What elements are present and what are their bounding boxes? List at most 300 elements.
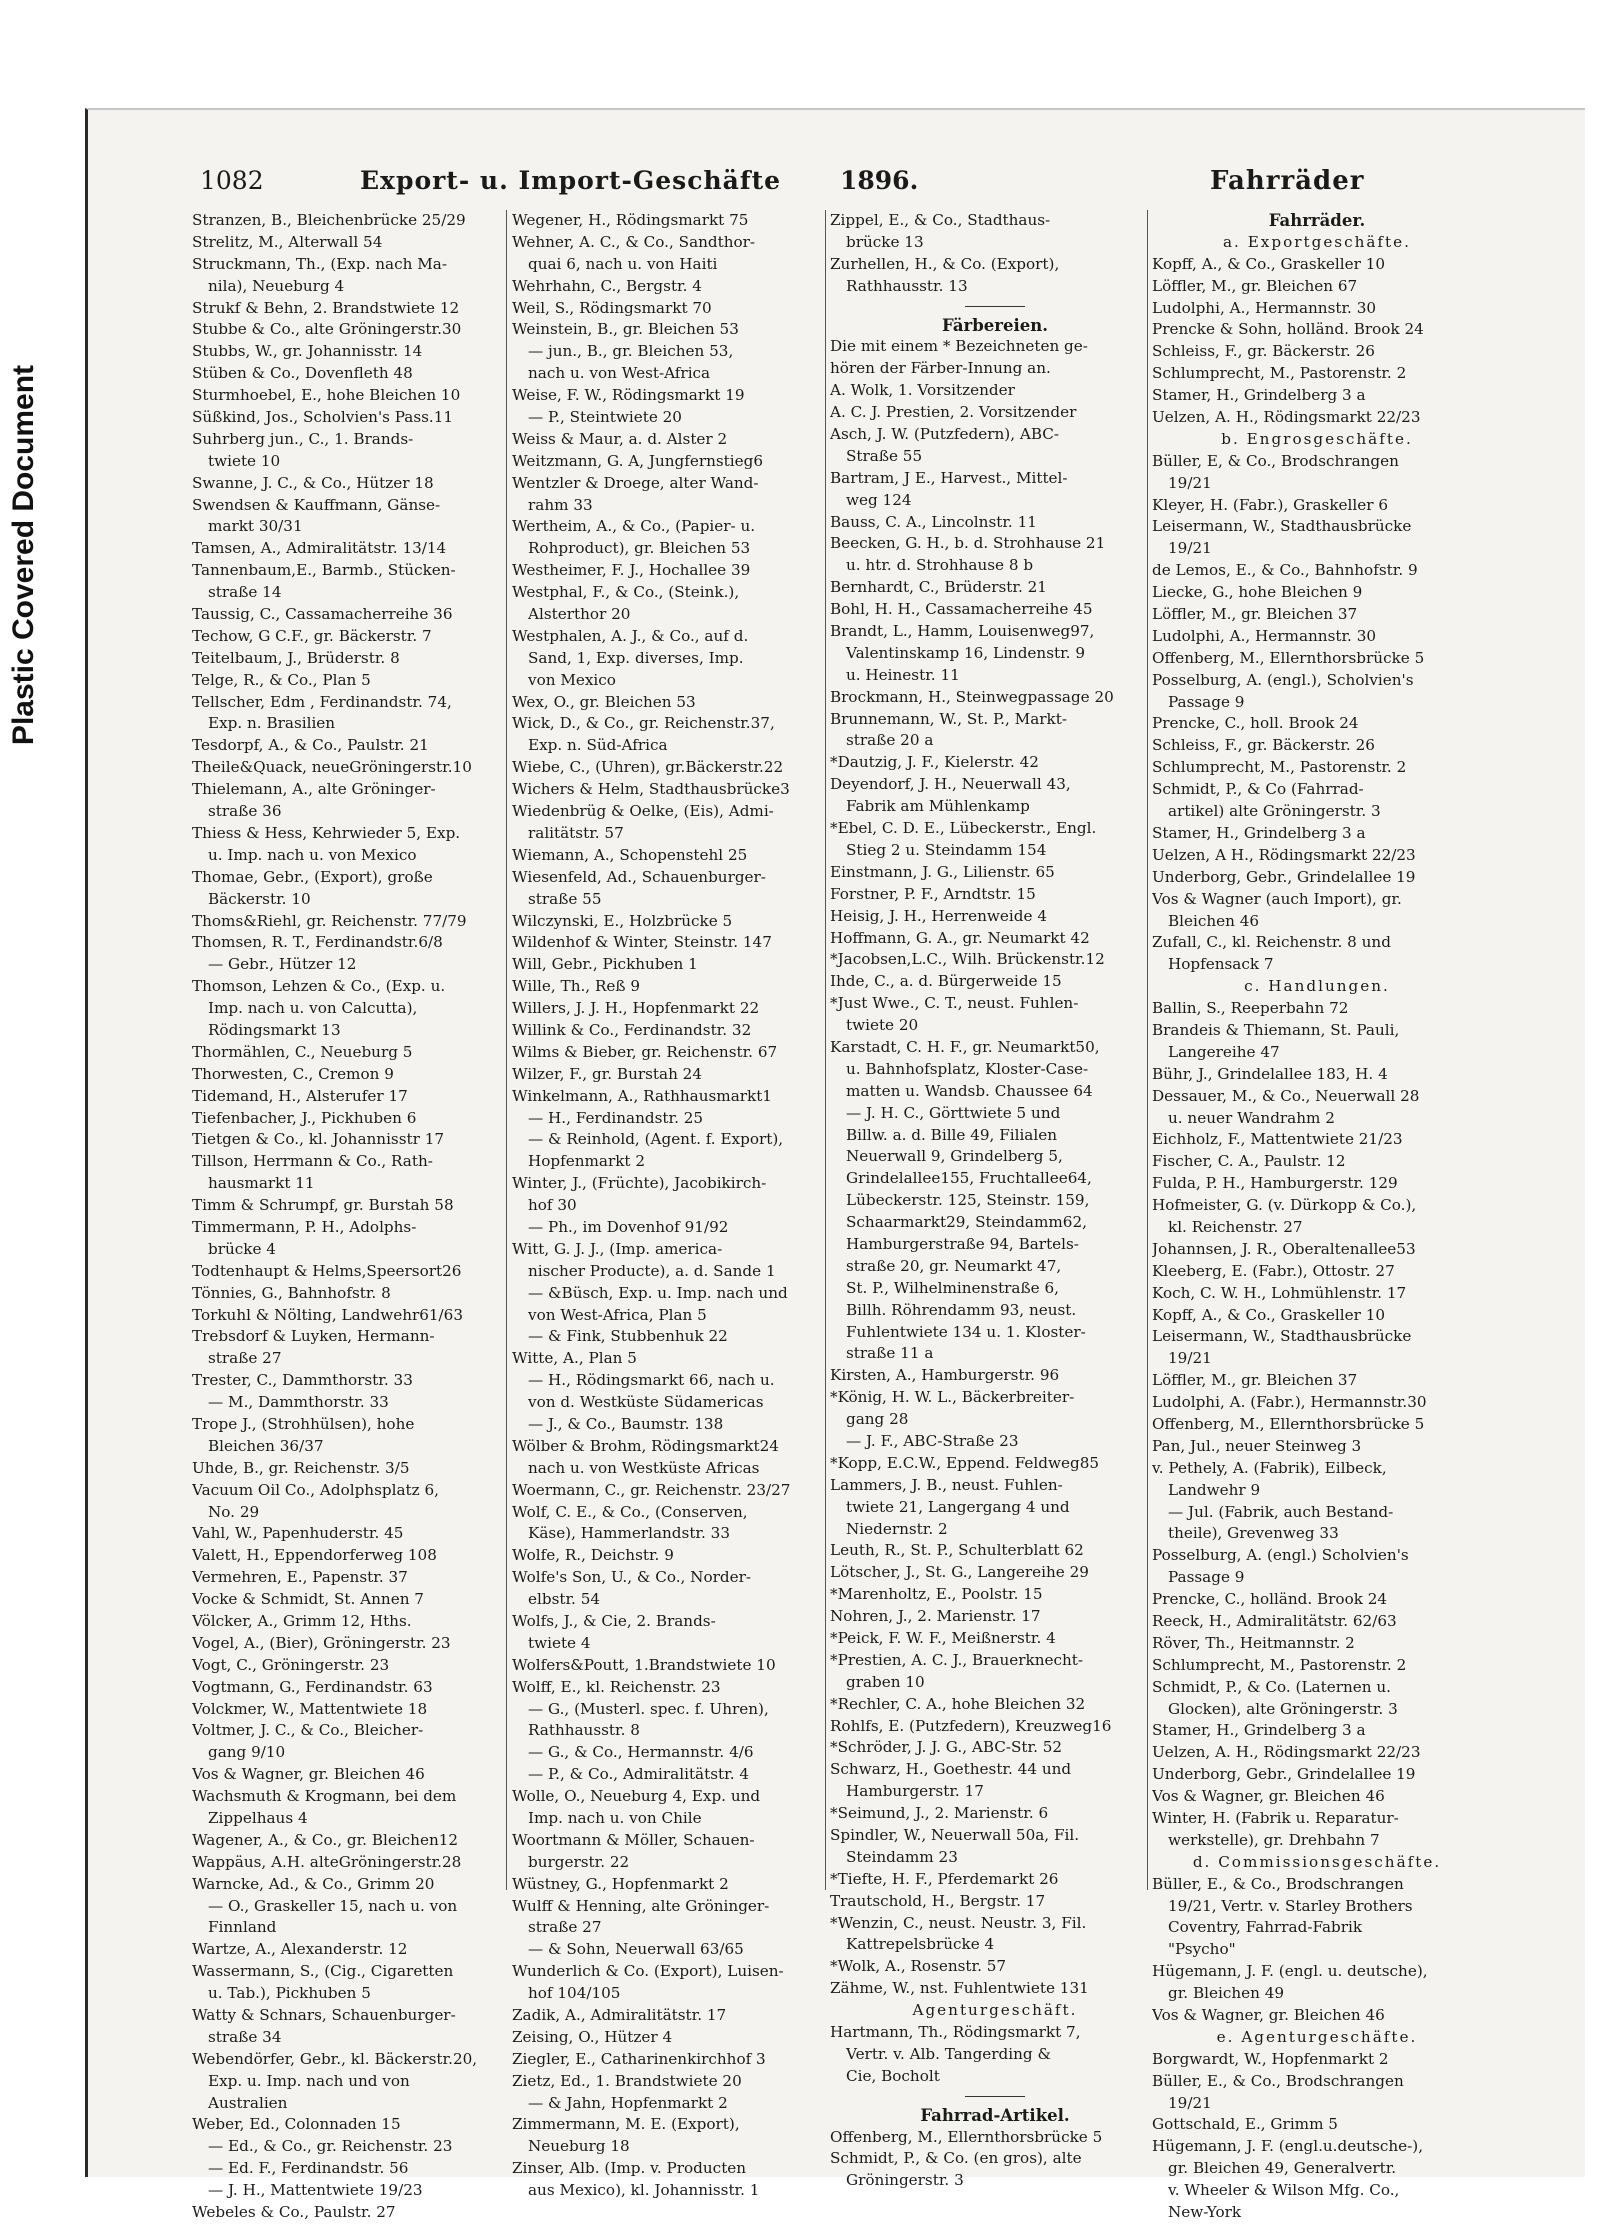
directory-entry: Uelzen, A H., Rödingsmarkt 22/23 [1152, 845, 1416, 864]
directory-entry: Pan, Jul., neuer Steinweg 3 [1152, 1436, 1362, 1455]
directory-entry: Wilms & Bieber, gr. Reichenstr. 67 [512, 1042, 778, 1061]
directory-entry: Wolfers&Poutt, 1.Brandstwiete 10 [512, 1655, 776, 1674]
entry-continuation: Straße 55 [846, 446, 923, 465]
entry-continuation: — P., Steintwiete 20 [528, 408, 682, 427]
entry-continuation: Fabrik am Mühlenkamp [846, 797, 1030, 816]
directory-entry: Warncke, Ad., & Co., Grimm 20 [192, 1874, 435, 1893]
directory-entry: Zietz, Ed., 1. Brandstwiete 20 [512, 2071, 742, 2090]
directory-entry: Wiedenbrüg & Oelke, (Eis), Admi- [512, 802, 774, 821]
directory-entry: Winter, H. (Fabrik u. Reparatur- [1152, 1809, 1399, 1828]
entry-continuation: Bäckerstr. 10 [208, 889, 311, 908]
entry-continuation: Coventry, Fahrrad-Fabrik [1168, 1918, 1363, 1937]
directory-entry: Uhde, B., gr. Reichenstr. 3/5 [192, 1458, 410, 1477]
directory-entry: Löffler, M., gr. Bleichen 67 [1152, 276, 1358, 295]
entry-continuation: Schaarmarkt29, Steindamm62, [846, 1213, 1087, 1232]
directory-entry: Wartze, A., Alexanderstr. 12 [192, 1940, 408, 1959]
entry-continuation: Lübeckerstr. 125, Steinstr. 159, [846, 1191, 1090, 1210]
entry-continuation: twiete 4 [528, 1633, 591, 1652]
directory-entry: Strukf & Behn, 2. Brandstwiete 12 [192, 298, 460, 317]
directory-entry: Vogtmann, G., Ferdinandstr. 63 [192, 1677, 433, 1696]
entry-continuation: Rödingsmarkt 13 [208, 1020, 341, 1039]
subsection-heading: e. Agenturgeschäfte. [1216, 2027, 1418, 2046]
page-number: 1082 [200, 166, 264, 195]
directory-entry: Ludolphi, A. (Fabr.), Hermannstr.30 [1152, 1393, 1427, 1412]
entry-continuation: Exp. u. Imp. nach und von [208, 2071, 410, 2090]
directory-entry: *König, H. W. L., Bäckerbreiter- [830, 1388, 1075, 1407]
directory-entry: Techow, G C.F., gr. Bäckerstr. 7 [192, 626, 432, 645]
entry-continuation: hof 30 [528, 1196, 577, 1215]
entry-continuation: Bleichen 36/37 [208, 1436, 324, 1455]
directory-entry: Bernhardt, C., Brüderstr. 21 [830, 578, 1047, 597]
directory-entry: Wappäus, A.H. alteGröningerstr.28 [192, 1852, 462, 1871]
directory-entry: Deyendorf, J. H., Neuerwall 43, [830, 775, 1071, 794]
directory-entry: Wichers & Helm, Stadthausbrücke3 [512, 780, 790, 799]
year-label: 1896. [840, 166, 919, 195]
directory-entry: Sturmhoebel, E., hohe Bleichen 10 [192, 386, 461, 405]
directory-entry: Weitzmann, G. A, Jungfernstieg6 [512, 451, 764, 470]
entry-continuation: Valentinskamp 16, Lindenstr. 9 [846, 643, 1086, 662]
directory-entry: Vogel, A., (Bier), Gröningerstr. 23 [192, 1633, 451, 1652]
directory-entry: Stranzen, B., Bleichenbrücke 25/29 [192, 211, 466, 229]
column-3 [830, 210, 1160, 2192]
section-separator [965, 306, 1025, 307]
entry-continuation: u. Tab.), Pickhuben 5 [208, 1984, 371, 2003]
entry-continuation: graben 10 [846, 1672, 925, 1691]
entry-continuation: straße 34 [208, 2027, 282, 2046]
directory-entry: Schlumprecht, M., Pastorenstr. 2 [1152, 758, 1407, 777]
directory-entry: Kleeberg, E. (Fabr.), Ottostr. 27 [1152, 1261, 1395, 1280]
entry-continuation: ralitätstr. 57 [528, 823, 624, 842]
entry-continuation: straße 36 [208, 802, 282, 821]
section-heading: Fahrräder. [1268, 211, 1366, 230]
entry-continuation: markt 30/31 [208, 517, 303, 536]
directory-entry: Weil, S., Rödingsmarkt 70 [512, 298, 712, 317]
scanned-page [85, 108, 1585, 2222]
directory-entry: Theile&Quack, neueGröningerstr.10 [192, 758, 472, 777]
directory-entry: Ziegler, E., Catharinenkirchhof 3 [512, 2049, 766, 2068]
directory-entry: Völcker, A., Grimm 12, Hths. [192, 1612, 412, 1630]
column-2 [512, 210, 842, 2202]
directory-entry: Zippel, E., & Co., Stadthaus- [830, 211, 1051, 229]
directory-entry: Zadik, A., Admiralitätstr. 17 [512, 2006, 727, 2025]
entry-continuation: von Mexico [528, 670, 616, 689]
directory-entry: Tesdorpf, A., & Co., Paulstr. 21 [192, 736, 429, 755]
directory-entry: Bühr, J., Grindelallee 183, H. 4 [1152, 1064, 1388, 1083]
directory-entry: Zimmermann, M. E. (Export), [512, 2115, 740, 2134]
entry-continuation: Billw. a. d. Bille 49, Filialen [846, 1125, 1057, 1144]
directory-entry: Wolfe's Son, U., & Co., Norder- [512, 1568, 751, 1587]
directory-entry: *Ebel, C. D. E., Lübeckerstr., Engl. [830, 819, 1097, 838]
entry-continuation: straße 14 [208, 583, 282, 602]
directory-entry: Hügemann, J. F. (engl.u.deutsche-), [1152, 2137, 1424, 2156]
entry-continuation: Langereihe 47 [1168, 1042, 1280, 1061]
directory-entry: Forstner, P. F., Arndtstr. 15 [830, 884, 1036, 903]
entry-continuation: Passage 9 [1168, 692, 1245, 711]
entry-continuation: straße 11 a [846, 1344, 934, 1363]
directory-entry: Weiss & Maur, a. d. Alster 2 [512, 429, 728, 448]
directory-entry: Ballin, S., Reeperbahn 72 [1152, 999, 1349, 1018]
directory-entry: Strelitz, M., Alterwall 54 [192, 232, 383, 251]
entry-continuation: — Ed., & Co., gr. Reichenstr. 23 [208, 2137, 453, 2156]
entry-continuation: No. 29 [208, 1502, 260, 1521]
directory-entry: Süßkind, Jos., Scholvien's Pass.11 [192, 408, 454, 427]
directory-entry: de Lemos, E., & Co., Bahnhofstr. 9 [1152, 561, 1418, 580]
entry-continuation: — J. H., Mattentwiete 19/23 [208, 2181, 423, 2200]
directory-entry: Koch, C. W. H., Lohmühlenstr. 17 [1152, 1283, 1407, 1302]
entry-continuation: — P., & Co., Admiralitätstr. 4 [528, 1765, 750, 1784]
directory-entry: Stamer, H., Grindelberg 3 a [1152, 386, 1366, 405]
directory-entry: Timmermann, P. H., Adolphs- [192, 1217, 417, 1236]
directory-entry: Thomae, Gebr., (Export), große [192, 867, 433, 886]
directory-entry: Kleyer, H. (Fabr.), Graskeller 6 [1152, 495, 1388, 514]
entry-continuation: 19/21 [1168, 1349, 1212, 1368]
entry-continuation: theile), Grevenweg 33 [1168, 1524, 1339, 1543]
side-label [4, 260, 44, 850]
entry-continuation: — jun., B., gr. Bleichen 53, [528, 342, 734, 361]
entry-continuation: Rohproduct), gr. Bleichen 53 [528, 539, 751, 558]
directory-entry: Westphal, F., & Co., (Steink.), [512, 583, 740, 602]
directory-entry: Thoms&Riehl, gr. Reichenstr. 77/79 [192, 911, 467, 930]
entry-continuation: nach u. von Westküste Africas [528, 1458, 760, 1477]
directory-entry: Tiefenbacher, J., Pickhuben 6 [192, 1108, 417, 1127]
directory-entry: *Jacobsen,L.C., Wilh. Brückenstr.12 [830, 950, 1105, 969]
entry-continuation: Niedernstr. 2 [846, 1519, 948, 1538]
entry-continuation: von d. Westküste Südamericas [528, 1393, 764, 1412]
entry-continuation: — & Reinhold, (Agent. f. Export), [528, 1130, 784, 1149]
entry-continuation: twiete 20 [846, 1016, 919, 1035]
directory-entry: Brandt, L., Hamm, Louisenweg97, [830, 622, 1095, 641]
directory-entry: Vocke & Schmidt, St. Annen 7 [192, 1590, 424, 1609]
directory-entry: Trope J., (Strohhülsen), hohe [192, 1414, 415, 1433]
entry-continuation: Gröningerstr. 3 [846, 2171, 964, 2190]
directory-entry: Wilzer, F., gr. Burstah 24 [512, 1064, 703, 1083]
entry-continuation: von West-Africa, Plan 5 [528, 1305, 707, 1324]
entry-continuation: New-York [1168, 2203, 1242, 2222]
directory-entry: Vos & Wagner, gr. Bleichen 46 [192, 1765, 425, 1784]
directory-entry: Weise, F. W., Rödingsmarkt 19 [512, 386, 745, 405]
entry-continuation: nila), Neueburg 4 [208, 276, 345, 295]
entry-continuation: — J. H. C., Görttwiete 5 und [846, 1103, 1061, 1122]
directory-entry: Offenberg, M., Ellernthorsbrücke 5 [1152, 648, 1425, 667]
directory-entry: Prencke, C., holl. Brook 24 [1152, 714, 1359, 733]
directory-entry: Ihde, C., a. d. Bürgerweide 15 [830, 972, 1062, 991]
directory-entry: Wentzler & Droege, alter Wand- [512, 473, 759, 492]
entry-continuation: gr. Bleichen 49, Generalvertr. [1168, 2159, 1397, 2178]
directory-entry: *Seimund, J., 2. Marienstr. 6 [830, 1804, 1049, 1823]
directory-entry: Bartram, J E., Harvest., Mittel- [830, 468, 1068, 487]
entry-continuation: weg 124 [846, 490, 912, 509]
entry-continuation: hausmarkt 11 [208, 1174, 315, 1193]
directory-entry: Teitelbaum, J., Brüderstr. 8 [192, 648, 400, 667]
directory-entry: Gottschald, E., Grimm 5 [1152, 2115, 1338, 2134]
entry-continuation: twiete 10 [208, 451, 281, 470]
category-title: Fahrräder [1210, 166, 1365, 196]
directory-entry: Vahl, W., Papenhuderstr. 45 [192, 1524, 404, 1543]
directory-entry: Löffler, M., gr. Bleichen 37 [1152, 605, 1358, 624]
directory-entry: Todtenhaupt & Helms,Speersort26 [192, 1261, 462, 1280]
directory-entry: Wertheim, A., & Co., (Papier- u. [512, 517, 756, 536]
directory-entry: Hügemann, J. F. (engl. u. deutsche), [1152, 1962, 1428, 1981]
directory-entry: *Tiefte, H. F., Pferdemarkt 26 [830, 1869, 1059, 1888]
directory-entry: Uelzen, A. H., Rödingsmarkt 22/23 [1152, 1743, 1421, 1762]
entry-continuation: — Gebr., Hützer 12 [208, 955, 357, 974]
directory-entry: *Kopp, E.C.W., Eppend. Feldweg85 [830, 1453, 1100, 1472]
entry-continuation: Billh. Röhrendamm 93, neust. [846, 1300, 1077, 1319]
entry-continuation: u. Bahnhofsplatz, Kloster-Case- [846, 1059, 1089, 1078]
directory-entry: Heisig, J. H., Herrenweide 4 [830, 906, 1047, 925]
directory-entry: Willink & Co., Ferdinandstr. 32 [512, 1020, 752, 1039]
entry-continuation: Zippelhaus 4 [208, 1809, 308, 1828]
subsection-heading: a. Exportgeschäfte. [1223, 232, 1411, 251]
directory-entry: Zähme, W., nst. Fuhlentwiete 131 [830, 1979, 1089, 1998]
directory-entry: Stamer, H., Grindelberg 3 a [1152, 1721, 1366, 1740]
entry-continuation: Alsterthor 20 [528, 605, 631, 624]
entry-continuation: Steindamm 23 [846, 1847, 958, 1866]
directory-entry: Winter, J., (Früchte), Jacobikirch- [512, 1174, 767, 1193]
entry-continuation: Vertr. v. Alb. Tangerding & [846, 2044, 1051, 2063]
directory-entry: Fulda, P. H., Hamburgerstr. 129 [1152, 1174, 1398, 1193]
entry-continuation: — & Sohn, Neuerwall 63/65 [528, 1940, 744, 1959]
entry-continuation: rahm 33 [528, 495, 593, 514]
directory-entry: Brockmann, H., Steinwegpassage 20 [830, 687, 1114, 706]
directory-entry: Kirsten, A., Hamburgerstr. 96 [830, 1366, 1060, 1385]
directory-entry: Johannsen, J. R., Oberaltenallee53 [1152, 1239, 1416, 1258]
entry-continuation: brücke 13 [846, 232, 924, 251]
directory-entry: Wüstney, G., Hopfenmarkt 2 [512, 1874, 729, 1893]
directory-entry: Wiebe, C., (Uhren), gr.Bäckerstr.22 [512, 758, 784, 777]
entry-continuation: v. Wheeler & Wilson Mfg. Co., [1168, 2181, 1400, 2200]
directory-entry: Woermann, C., gr. Reichenstr. 23/27 [512, 1480, 791, 1499]
directory-entry: Trester, C., Dammthorstr. 33 [192, 1371, 413, 1390]
directory-entry: Thormählen, C., Neueburg 5 [192, 1042, 413, 1061]
directory-entry: Tönnies, G., Bahnhofstr. 8 [192, 1283, 391, 1302]
directory-entry: Zurhellen, H., & Co. (Export), [830, 254, 1060, 273]
directory-entry: Die mit einem * Bezeichneten ge- [830, 337, 1088, 356]
entry-continuation: — Ph., im Dovenhof 91/92 [528, 1217, 729, 1236]
entry-continuation: Imp. nach u. von Calcutta), [208, 999, 418, 1018]
entry-continuation: kl. Reichenstr. 27 [1168, 1217, 1303, 1236]
entry-continuation: Hopfensack 7 [1168, 955, 1274, 974]
subsection-heading: b. Engrosgeschäfte. [1221, 429, 1413, 448]
directory-entry: Löffler, M., gr. Bleichen 37 [1152, 1371, 1358, 1390]
directory-entry: Trebsdorf & Luyken, Hermann- [192, 1327, 435, 1346]
directory-entry: *Wolk, A., Rosenstr. 57 [830, 1957, 1007, 1976]
directory-entry: Taussig, C., Cassamacherreihe 36 [192, 605, 453, 624]
entry-continuation: Hamburgerstr. 17 [846, 1782, 984, 1801]
entry-continuation: matten u. Wandsb. Chaussee 64 [846, 1081, 1093, 1100]
entry-continuation: Kattrepelsbrücke 4 [846, 1935, 995, 1954]
directory-entry: Thorwesten, C., Cremon 9 [192, 1064, 394, 1083]
directory-entry: Beecken, G. H., b. d. Strohhause 21 [830, 534, 1106, 553]
directory-entry: Schleiss, F., gr. Bäckerstr. 26 [1152, 736, 1375, 755]
directory-entry: Weinstein, B., gr. Bleichen 53 [512, 320, 739, 339]
directory-entry: Wolff, E., kl. Reichenstr. 23 [512, 1677, 721, 1696]
directory-entry: Wunderlich & Co. (Export), Luisen- [512, 1962, 784, 1981]
directory-entry: Wille, Th., Reß 9 [512, 977, 641, 996]
directory-entry: Volckmer, W., Mattentwiete 18 [192, 1699, 428, 1718]
page-header [200, 166, 1430, 206]
entry-continuation: St. P., Wilhelminenstraße 6, [846, 1278, 1059, 1297]
directory-entry: Büller, E., & Co., Brodschrangen [1152, 2071, 1404, 2090]
entry-continuation: aus Mexico), kl. Johannisstr. 1 [528, 2181, 760, 2200]
directory-entry: Webeles & Co., Paulstr. 27 [192, 2203, 396, 2222]
directory-entry: Tidemand, H., Alsterufer 17 [192, 1086, 408, 1105]
directory-entry: Hoffmann, G. A., gr. Neumarkt 42 [830, 928, 1090, 947]
directory-entry: Wolfe, R., Deichstr. 9 [512, 1546, 674, 1565]
entry-continuation: — &Büsch, Exp. u. Imp. nach und [528, 1283, 788, 1302]
directory-entry: Wiesenfeld, Ad., Schauenburger- [512, 867, 766, 886]
directory-entry: Underborg, Gebr., Grindelallee 19 [1152, 1765, 1416, 1784]
directory-entry: Eichholz, F., Mattentwiete 21/23 [1152, 1130, 1403, 1149]
directory-entry: Westphalen, A. J., & Co., auf d. [512, 626, 749, 645]
entry-continuation: Rathhausstr. 13 [846, 276, 968, 295]
directory-entry: Wolle, O., Neueburg 4, Exp. und [512, 1787, 761, 1806]
entry-continuation: u. Imp. nach u. von Mexico [208, 845, 417, 864]
directory-entry: Schlumprecht, M., Pastorenstr. 2 [1152, 1655, 1407, 1674]
directory-entry: Büller, E, & Co., Brodschrangen [1152, 451, 1399, 470]
directory-entry: Willers, J. J. H., Hopfenmarkt 22 [512, 999, 760, 1018]
directory-entry: Hofmeister, G. (v. Dürkopp & Co.), [1152, 1196, 1417, 1215]
directory-entry: Trautschold, H., Bergstr. 17 [830, 1891, 1046, 1910]
entry-continuation: — O., Graskeller 15, nach u. von [208, 1896, 458, 1915]
directory-entry: Bohl, H. H., Cassamacherreihe 45 [830, 600, 1093, 619]
directory-entry: Spindler, W., Neuerwall 50a, Fil. [830, 1826, 1080, 1845]
directory-entry: Röver, Th., Heitmannstr. 2 [1152, 1633, 1355, 1652]
directory-entry: *Marenholtz, E., Poolstr. 15 [830, 1585, 1043, 1604]
entry-continuation: Stieg 2 u. Steindamm 154 [846, 840, 1047, 859]
directory-entry: Wex, O., gr. Bleichen 53 [512, 692, 696, 711]
directory-entry: Schwarz, H., Goethestr. 44 und [830, 1760, 1072, 1779]
directory-entry: Wilczynski, E., Holzbrücke 5 [512, 911, 733, 930]
column-4 [1152, 210, 1482, 2224]
directory-entry: Leisermann, W., Stadthausbrücke [1152, 517, 1412, 536]
entry-continuation: nach u. von West-Africa [528, 364, 711, 383]
subsection-heading: Agenturgeschäft. [912, 2001, 1078, 2020]
directory-entry: Wassermann, S., (Cig., Cigaretten [192, 1962, 454, 1981]
directory-entry: Brunnemann, W., St. P., Markt- [830, 709, 1067, 728]
directory-entry: Witte, A., Plan 5 [512, 1349, 637, 1368]
directory-entry: Lammers, J. B., neust. Fuhlen- [830, 1475, 1063, 1494]
side-label-text: Plastic Covered Document [7, 364, 40, 746]
entry-continuation: — Ed. F., Ferdinandstr. 56 [208, 2159, 409, 2178]
entry-continuation: nischer Producte), a. d. Sande 1 [528, 1261, 776, 1280]
directory-entry: Kopff, A., & Co., Graskeller 10 [1152, 254, 1386, 273]
directory-entry: Schlumprecht, M., Pastorenstr. 2 [1152, 364, 1407, 383]
entry-continuation: — & Fink, Stubbenhuk 22 [528, 1327, 728, 1346]
directory-entry: Wachsmuth & Krogmann, bei dem [192, 1787, 457, 1806]
entry-continuation: straße 20, gr. Neumarkt 47, [846, 1256, 1062, 1275]
directory-entry: Tietgen & Co., kl. Johannisstr 17 [192, 1130, 445, 1149]
directory-entry: Wick, D., & Co., gr. Reichenstr.37, [512, 714, 775, 733]
entry-continuation: elbstr. 54 [528, 1590, 601, 1609]
entry-continuation: 19/21, Vertr. v. Starley Brothers [1168, 1896, 1413, 1915]
directory-entry: Torkuhl & Nölting, Landwehr61/63 [192, 1305, 464, 1324]
directory-entry: Webendörfer, Gebr., kl. Bäckerstr.20, [192, 2049, 478, 2068]
directory-entry: Wegener, H., Rödingsmarkt 75 [512, 211, 749, 229]
entry-continuation: hof 104/105 [528, 1984, 621, 2003]
directory-entry: Tannenbaum,E., Barmb., Stücken- [192, 561, 456, 580]
entry-continuation: Exp. n. Süd-Africa [528, 736, 668, 755]
directory-entry: Uelzen, A. H., Rödingsmarkt 22/23 [1152, 408, 1421, 427]
directory-entry: *Peick, F. W. F., Meißnerstr. 4 [830, 1629, 1056, 1647]
directory-entry: Timm & Schrumpf, gr. Burstah 58 [192, 1196, 454, 1215]
directory-entry: Stubbe & Co., alte Gröningerstr.30 [192, 320, 462, 339]
directory-entry: Wolfs, J., & Cie, 2. Brands- [512, 1612, 716, 1630]
directory-entry: Dessauer, M., & Co., Neuerwall 28 [1152, 1086, 1420, 1105]
entry-continuation: Glocken), alte Gröningerstr. 3 [1168, 1699, 1398, 1718]
entry-continuation: quai 6, nach u. von Haiti [528, 254, 718, 273]
entry-continuation: — Jul. (Fabrik, auch Bestand- [1168, 1502, 1394, 1521]
subsection-heading: d. Commissionsgeschäfte. [1192, 1852, 1442, 1871]
entry-continuation: u. neuer Wandrahm 2 [1168, 1108, 1335, 1127]
directory-entry: Tillson, Herrmann & Co., Rath- [192, 1152, 433, 1171]
directory-entry: Asch, J. W. (Putzfedern), ABC- [830, 425, 1060, 444]
directory-entry: Borgwardt, W., Hopfenmarkt 2 [1152, 2049, 1389, 2068]
directory-entry: Büller, E., & Co., Brodschrangen [1152, 1874, 1404, 1893]
entry-continuation: Landwehr 9 [1168, 1480, 1261, 1499]
directory-entry: Underborg, Gebr., Grindelallee 19 [1152, 867, 1416, 886]
entry-continuation: Hamburgerstraße 94, Bartels- [846, 1234, 1079, 1253]
section-title: Export- u. Import-Geschäfte [360, 166, 782, 195]
entry-continuation: Exp. n. Brasilien [208, 714, 336, 733]
directory-entry: Swanne, J. C., & Co., Hützer 18 [192, 473, 434, 492]
directory-entry: Wulff & Henning, alte Gröninger- [512, 1896, 770, 1915]
directory-entry: v. Pethely, A. (Fabrik), Eilbeck, [1152, 1458, 1387, 1477]
entry-continuation: — H., Ferdinandstr. 25 [528, 1108, 704, 1127]
directory-entry: Schmidt, P., & Co. (en gros), alte [830, 2149, 1082, 2168]
directory-entry: Schmidt, P., & Co (Fahrrad- [1152, 780, 1364, 799]
entry-continuation: — M., Dammthorstr. 33 [208, 1393, 389, 1412]
directory-entry: Nohren, J., 2. Marienstr. 17 [830, 1607, 1041, 1626]
entry-continuation: Käse), Hammerlandstr. 33 [528, 1524, 730, 1543]
directory-entry: Wölber & Brohm, Rödingsmarkt24 [512, 1436, 779, 1455]
directory-entry: Valett, H., Eppendorferweg 108 [192, 1546, 437, 1565]
entry-continuation: Imp. nach u. von Chile [528, 1809, 702, 1828]
directory-entry: Vos & Wagner (auch Import), gr. [1152, 889, 1402, 908]
directory-entry: Wagener, A., & Co., gr. Bleichen12 [192, 1830, 459, 1849]
subsection-heading: c. Handlungen. [1244, 977, 1390, 996]
directory-entry: Offenberg, M., Ellernthorsbrücke 5 [830, 2127, 1103, 2146]
directory-entry: Suhrberg jun., C., 1. Brands- [192, 429, 414, 448]
directory-entry: *Schröder, J. J. G., ABC-Str. 52 [830, 1738, 1063, 1757]
directory-entry: Liecke, G., hohe Bleichen 9 [1152, 583, 1363, 602]
directory-entry: Swendsen & Kauffmann, Gänse- [192, 495, 441, 514]
directory-entry: Thielemann, A., alte Gröninger- [192, 780, 436, 799]
directory-entry: Vos & Wagner, gr. Bleichen 46 [1152, 1787, 1385, 1806]
directory-entry: Wehrhahn, C., Bergstr. 4 [512, 276, 702, 295]
directory-entry: Leisermann, W., Stadthausbrücke [1152, 1327, 1412, 1346]
entry-continuation: u. htr. d. Strohhause 8 b [846, 556, 1034, 575]
directory-entry: Schleiss, F., gr. Bäckerstr. 26 [1152, 342, 1375, 361]
entry-continuation: Cie, Bocholt [846, 2066, 940, 2085]
directory-entry: Woortmann & Möller, Schauen- [512, 1830, 755, 1849]
directory-entry: Zinser, Alb. (Imp. v. Producten [512, 2159, 747, 2178]
directory-entry: Fischer, C. A., Paulstr. 12 [1152, 1152, 1346, 1171]
directory-entry: Weber, Ed., Colonnaden 15 [192, 2115, 401, 2134]
directory-entry: Thiess & Hess, Kehrwieder 5, Exp. [192, 823, 461, 842]
directory-entry: Offenberg, M., Ellernthorsbrücke 5 [1152, 1414, 1425, 1433]
section-heading: Fahrrad-Artikel. [920, 2105, 1070, 2125]
entry-continuation: Neueburg 18 [528, 2137, 630, 2156]
directory-entry: Wehner, A. C., & Co., Sandthor- [512, 232, 756, 251]
entry-continuation: 19/21 [1168, 539, 1212, 558]
directory-entry: Posselburg, A. (engl.) Scholvien's [1152, 1546, 1409, 1565]
entry-continuation: Bleichen 46 [1168, 911, 1260, 930]
directory-entry: Tellscher, Edm , Ferdinandstr. 74, [192, 692, 452, 711]
directory-entry: Einstmann, J. G., Lilienstr. 65 [830, 862, 1055, 881]
entry-continuation: 19/21 [1168, 2093, 1212, 2112]
directory-entry: Vogt, C., Gröningerstr. 23 [192, 1655, 390, 1674]
